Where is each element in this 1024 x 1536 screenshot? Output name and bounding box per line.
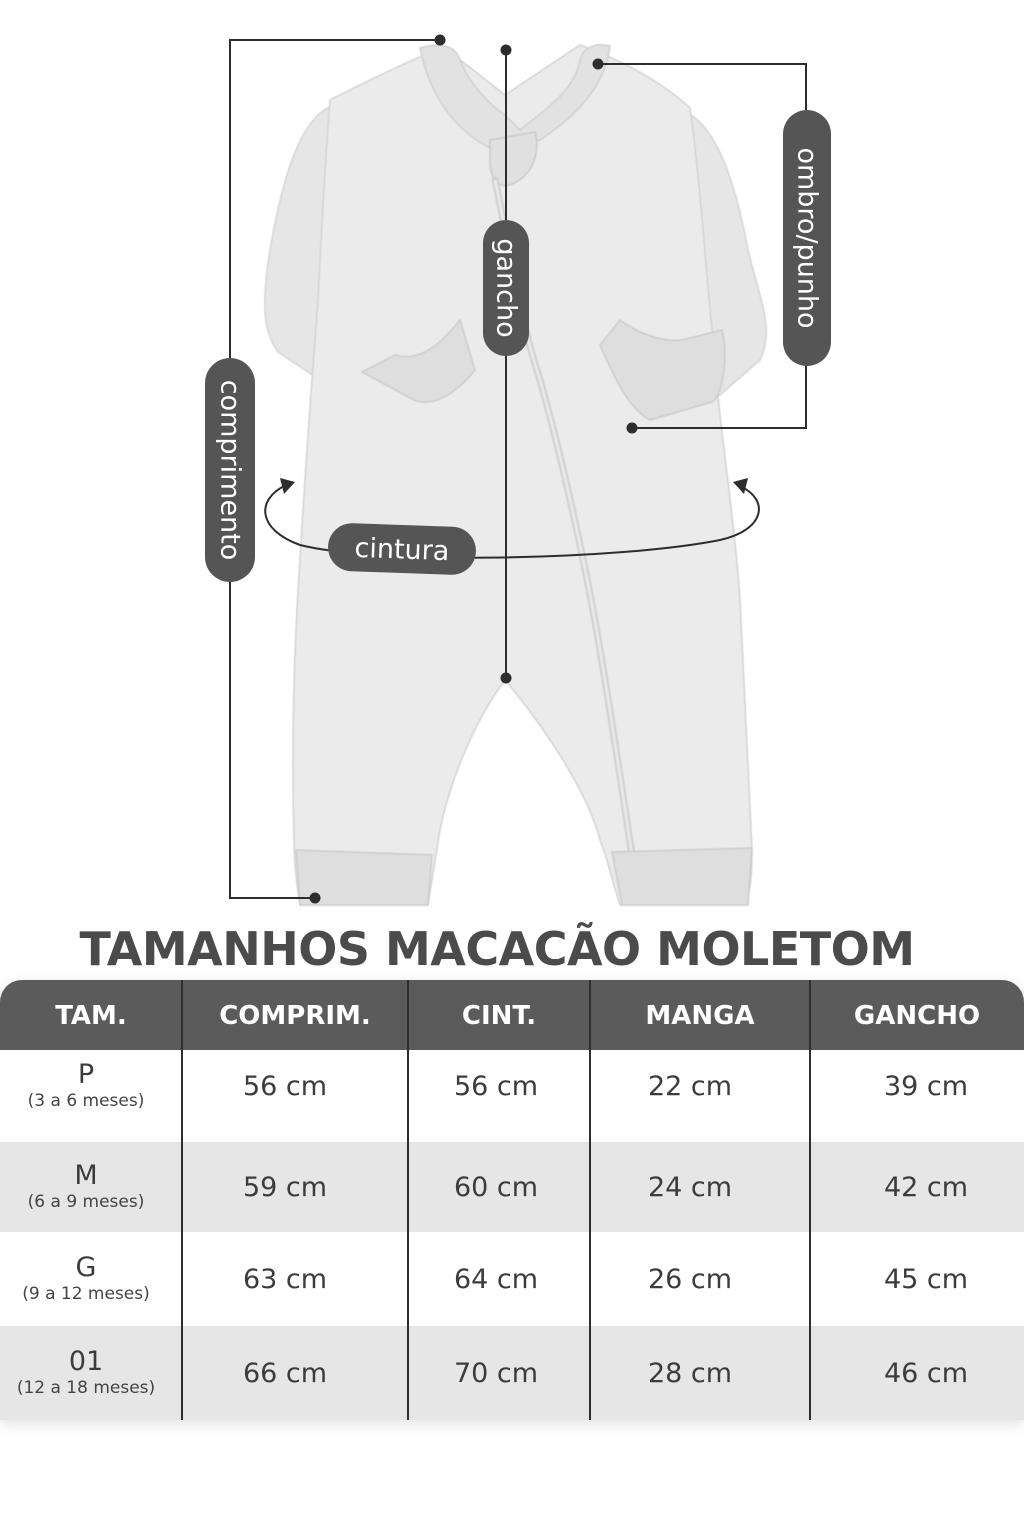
size-cell [0, 1050, 172, 1122]
size-table [0, 980, 1024, 1420]
size-label: 01 [68, 1346, 104, 1377]
size-months: (6 a 9 meses) [27, 1192, 145, 1212]
size-label: G [75, 1252, 97, 1283]
table-row [0, 1142, 1024, 1232]
label-cintura [327, 522, 477, 575]
size-months: (9 a 12 meses) [22, 1284, 150, 1304]
label-comprimento-text: comprimento [214, 379, 246, 561]
gancho-cell: 42 cm [883, 1171, 969, 1203]
manga-cell: 22 cm [647, 1070, 733, 1102]
cint-cell: 56 cm [453, 1070, 539, 1102]
size-cell [0, 1326, 172, 1420]
table-row [0, 1050, 1024, 1122]
comprim-cell: 56 cm [242, 1070, 328, 1102]
page-title: TAMANHOS MACACÃO MOLETOM [79, 922, 915, 976]
size-months: (12 a 18 meses) [16, 1378, 156, 1398]
manga-cell: 24 cm [647, 1171, 733, 1203]
label-ombro-punho-text: ombro/punho [791, 147, 823, 329]
comprim-cell: 59 cm [242, 1171, 328, 1203]
header-cint: CINT. [461, 1001, 537, 1031]
header-manga: MANGA [645, 1001, 755, 1031]
cint-cell: 64 cm [453, 1263, 539, 1295]
size-months: (3 a 6 meses) [27, 1091, 145, 1111]
manga-cell: 26 cm [647, 1263, 733, 1295]
table-row [0, 1232, 1024, 1326]
header-comprim: COMPRIM. [219, 1001, 371, 1031]
cint-cell: 60 cm [453, 1171, 539, 1203]
size-label: M [74, 1160, 98, 1191]
cint-cell: 70 cm [453, 1357, 539, 1389]
table-header [0, 980, 1024, 1050]
manga-cell: 28 cm [647, 1357, 733, 1389]
gancho-cell: 45 cm [883, 1263, 969, 1295]
comprim-cell: 63 cm [242, 1263, 328, 1295]
header-gancho: GANCHO [853, 1001, 981, 1031]
header-tam: TAM. [55, 1001, 127, 1031]
romper-garment [265, 45, 767, 905]
column-divider [181, 980, 183, 1420]
comprim-cell: 66 cm [242, 1357, 328, 1389]
label-ombro-punho [783, 110, 831, 366]
column-divider [407, 980, 409, 1420]
label-gancho-text: gancho [490, 238, 522, 338]
table-row [0, 1326, 1024, 1420]
column-divider [809, 980, 811, 1420]
label-gancho [483, 220, 529, 356]
size-label: P [77, 1059, 95, 1090]
gancho-cell: 46 cm [883, 1357, 969, 1389]
label-comprimento [205, 358, 255, 582]
label-cintura-text: cintura [354, 532, 450, 568]
size-cell [0, 1142, 172, 1232]
gancho-cell: 39 cm [883, 1070, 969, 1102]
size-cell [0, 1232, 172, 1326]
column-divider [589, 980, 591, 1420]
